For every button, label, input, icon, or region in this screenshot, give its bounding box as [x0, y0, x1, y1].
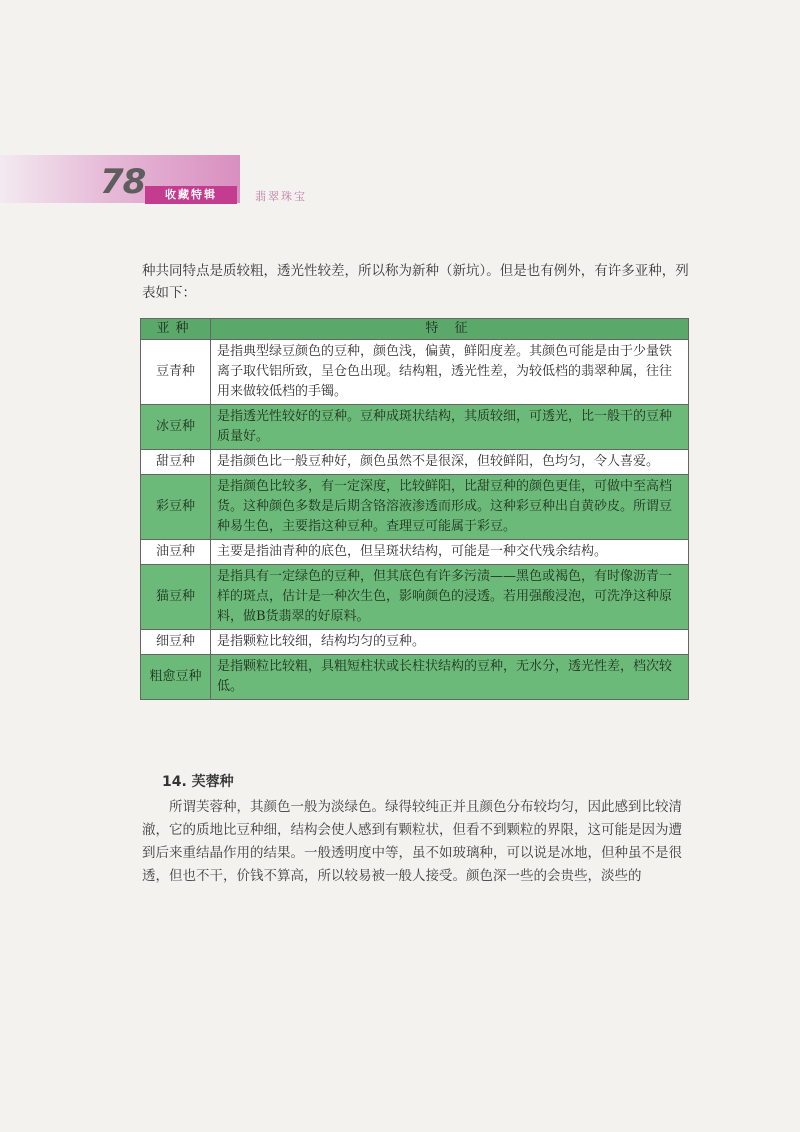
table-row	[141, 540, 689, 565]
header-section-label: 翡翠珠宝	[255, 190, 307, 203]
table-row	[141, 565, 689, 630]
subspecies-name-cell: 细豆种	[141, 630, 211, 655]
subspecies-feature-cell: 是指具有一定绿色的豆种，但其底色有许多污渍——黑色或褐色，有时像沥青一样的斑点，估计是一种次生色，影响颜色的浸透。若用强酸浸泡，可洗净这种原料，做B货翡翠的好原料。	[211, 565, 689, 630]
table-header-row	[141, 319, 689, 340]
book-tab-label: 收藏特辑	[145, 186, 237, 204]
subspecies-feature-cell: 是指颜色比较多，有一定深度，比较鲜阳，比甜豆种的颜色更佳，可做中至高档货。这种颜色多数是后期含铬溶液渗透而形成。这种彩豆种出自黄砂皮。所谓豆种易生色，主要指这种豆种。查理豆可能属于彩豆。	[211, 475, 689, 540]
section-body: 所谓芙蓉种，其颜色一般为淡绿色。绿得较纯正并且颜色分布较均匀，因此感到比较清澈，它的质地比豆种细，结构会使人感到有颗粒状，但看不到颗粒的界限，这可能是因为遭到后来重结晶作用的结果。一般透明度中等，虽不如玻璃种，可以说是冰地，但种虽不是很透，但也不干，价钱不算高，所以较易被一般人接受。颜色深一些的会贵些，淡些的	[142, 799, 682, 884]
column-header-features: 特 征	[211, 319, 689, 340]
subspecies-feature-cell: 是指透光性较好的豆种。豆种成斑状结构，其质较细，可透光，比一般干的豆种质量好。	[211, 405, 689, 450]
subspecies-name-cell: 豆青种	[141, 340, 211, 405]
page-number: 78	[100, 162, 146, 202]
subspecies-feature-cell: 是指颜色比一般豆种好，颜色虽然不是很深，但较鲜阳，色均匀，令人喜爱。	[211, 450, 689, 475]
column-header-subspecies: 亚种	[141, 319, 211, 340]
table-body	[141, 340, 689, 700]
table-row	[141, 405, 689, 450]
subspecies-feature-cell: 主要是指油青种的底色，但呈斑状结构，可能是一种交代残余结构。	[211, 540, 689, 565]
table-row	[141, 630, 689, 655]
subspecies-name-cell: 猫豆种	[141, 565, 211, 630]
subspecies-name-cell: 油豆种	[141, 540, 211, 565]
subspecies-feature-cell: 是指颗粒比较细，结构均匀的豆种。	[211, 630, 689, 655]
subspecies-name-cell: 粗愈豆种	[141, 655, 211, 700]
table-row	[141, 340, 689, 405]
subspecies-feature-cell: 是指典型绿豆颜色的豆种，颜色浅，偏黄，鲜阳度差。其颜色可能是由于少量铁离子取代铝所致，呈仓色出现。结构粗，透光性差，为较低档的翡翠种属，往往用来做较低档的手镯。	[211, 340, 689, 405]
table-row	[141, 655, 689, 700]
subspecies-name-cell: 冰豆种	[141, 405, 211, 450]
subspecies-name-cell: 彩豆种	[141, 475, 211, 540]
intro-paragraph: 种共同特点是质较粗，透光性较差，所以称为新种（新坑）。但是也有例外，有许多亚种，列表如下：	[142, 263, 689, 301]
table-row	[141, 450, 689, 475]
table-row	[141, 475, 689, 540]
section-title: 14. 芙蓉种	[162, 774, 234, 790]
subspecies-table	[140, 318, 689, 700]
subspecies-name-cell: 甜豆种	[141, 450, 211, 475]
subspecies-feature-cell: 是指颗粒比较粗，具粗短柱状或长柱状结构的豆种，无水分，透光性差，档次较低。	[211, 655, 689, 700]
